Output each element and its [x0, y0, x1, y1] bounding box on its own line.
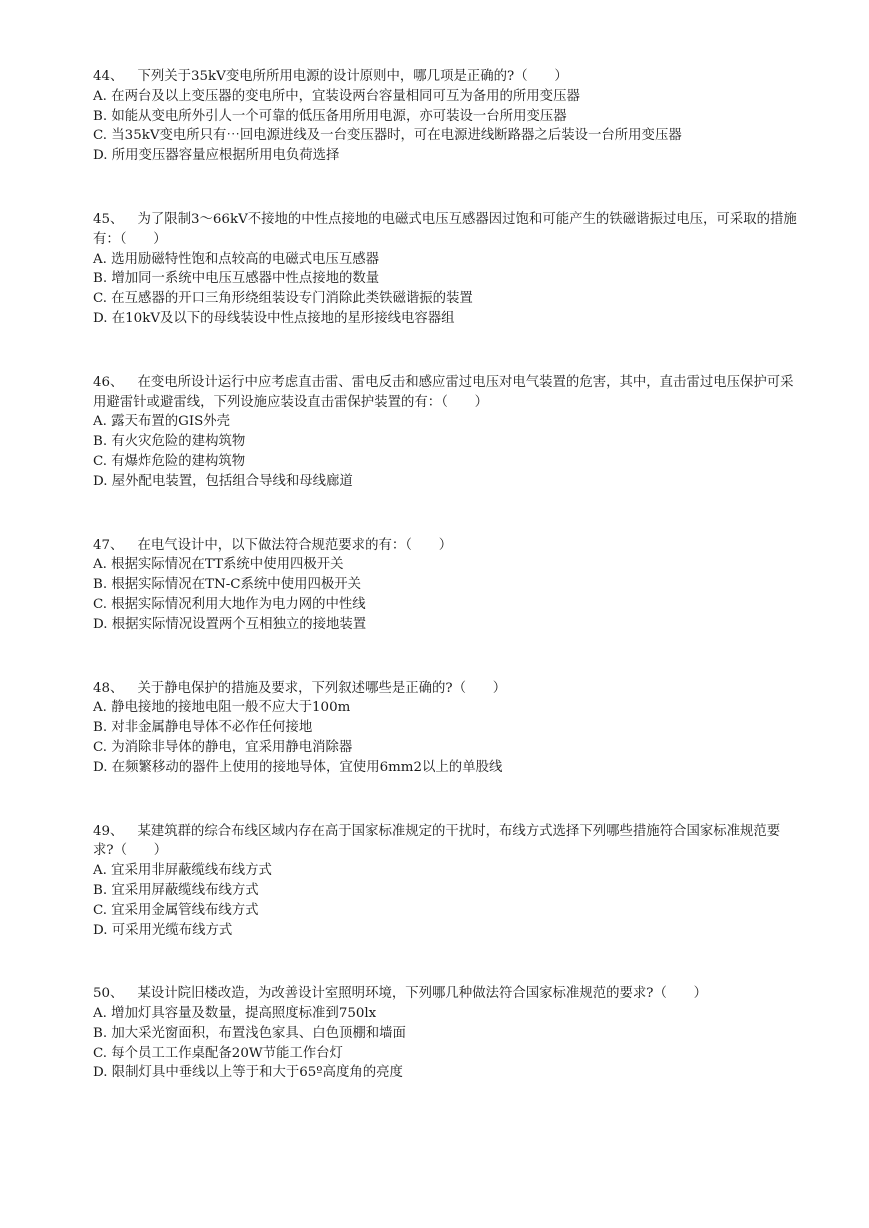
option-c: C. 当35kV变电所只有⋯回电源进线及一台变压器时，可在电源进线断路器之后装设一台所用变压器: [93, 128, 682, 144]
question-text: 某设计院旧楼改造，为改善设计室照明环境，下列哪几种做法符合国家标准规范的要求?（ ）: [137, 986, 708, 1002]
option-d: D. 在频繁移动的器件上使用的接地导体，宜使用6mm2以上的单股线: [93, 759, 503, 775]
question-stem: [93, 822, 799, 862]
question-stem: [93, 984, 799, 1004]
question-number: 46、: [93, 374, 124, 390]
option-c: C. 有爆炸危险的建构筑物: [93, 453, 246, 469]
question-46: [93, 373, 799, 492]
option-a: A. 宜采用非屏蔽缆线布线方式: [93, 863, 272, 879]
option-b: B. 有火灾危险的建构筑物: [93, 434, 246, 450]
question-number: 45、: [93, 211, 124, 227]
option-d: D. 屋外配电装置，包括组合导线和母线廊道: [93, 473, 353, 489]
question-number: 49、: [93, 823, 124, 839]
option-c: C. 在互感器的开口三角形绕组装设专门消除此类铁磁谐振的装置: [93, 291, 473, 307]
question-number: 48、: [93, 680, 124, 696]
option-d: D. 所用变压器容量应根据所用电负荷选择: [93, 148, 340, 164]
question-stem: [93, 373, 799, 413]
question-stem: [93, 67, 799, 87]
question-number: 50、: [93, 986, 124, 1002]
option-d: D. 在10kV及以下的母线装设中性点接地的星形接线电容器组: [93, 310, 455, 326]
question-48: [93, 679, 799, 778]
option-a: A. 增加灯具容量及数量，提高照度标准到750lx: [93, 1006, 377, 1022]
question-45: [93, 210, 799, 329]
question-text: 为了限制3～66kV不接地的中性点接地的电磁式电压互感器因过饱和可能产生的铁磁谐振过电压，可采取的措施有：（ ）: [93, 211, 797, 247]
option-b: B. 宜采用屏蔽缆线布线方式: [93, 882, 259, 898]
option-c: C. 每个员工工作桌配备20W节能工作台灯: [93, 1045, 343, 1061]
question-47: [93, 536, 799, 635]
question-50: [93, 984, 799, 1083]
question-44: [93, 67, 799, 166]
question-stem: [93, 210, 799, 250]
option-b: B. 如能从变电所外引人一个可靠的低压备用所用电源，亦可装设一台所用变压器: [93, 108, 567, 124]
question-text: 在变电所设计运行中应考虑直击雷、雷电反击和感应雷过电压对电气装置的危害，其中，直击雷过电压保护可采用避雷针或避雷线，下列设施应装设直击雷保护装置的有：（ ）: [93, 374, 794, 410]
option-a: A. 露天布置的GIS外壳: [93, 414, 231, 430]
option-b: B. 增加同一系统中电压互感器中性点接地的数量: [93, 271, 380, 287]
question-stem: [93, 679, 799, 699]
option-a: A. 选用励磁特性饱和点较高的电磁式电压互感器: [93, 251, 379, 267]
question-text: 某建筑群的综合布线区域内存在高于国家标准规定的干扰时，布线方式选择下列哪些措施符合国家标准规范要求?（ ）: [93, 823, 781, 859]
option-d: D. 根据实际情况设置两个互相独立的接地装置: [93, 616, 367, 632]
option-a: A. 在两台及以上变压器的变电所中，宜装设两台容量相同可互为备用的所用变压器: [93, 88, 580, 104]
option-c: C. 宜采用金属管线布线方式: [93, 902, 259, 918]
option-c: C. 为消除非导体的静电，宜采用静电消除器: [93, 739, 353, 755]
question-number: 44、: [93, 69, 124, 84]
option-d: D. 限制灯具中垂线以上等于和大于65º高度角的亮度: [93, 1065, 403, 1081]
option-c: C. 根据实际情况利用大地作为电力网的中性线: [93, 596, 366, 612]
question-text: 关于静电保护的措施及要求，下列叙述哪些是正确的?（ ）: [137, 680, 507, 696]
option-a: A. 静电接地的接地电阻一般不应大于100m: [93, 700, 351, 716]
option-a: A. 根据实际情况在TT系统中使用四极开关: [93, 557, 344, 573]
question-49: [93, 822, 799, 941]
question-stem: [93, 536, 799, 556]
question-text: 在电气设计中，以下做法符合规范要求的有：（ ）: [137, 537, 453, 553]
option-d: D. 可采用光缆布线方式: [93, 922, 233, 938]
option-b: B. 加大采光窗面积，布置浅色家具、白色顶棚和墙面: [93, 1025, 406, 1041]
question-text: 下列关于35kV变电所所用电源的设计原则中，哪几项是正确的?（ ）: [137, 69, 568, 84]
option-b: B. 对非金属静电导体不必作任何接地: [93, 720, 313, 736]
option-b: B. 根据实际情况在TN-C系统中使用四极开关: [93, 577, 362, 593]
question-number: 47、: [93, 537, 124, 553]
